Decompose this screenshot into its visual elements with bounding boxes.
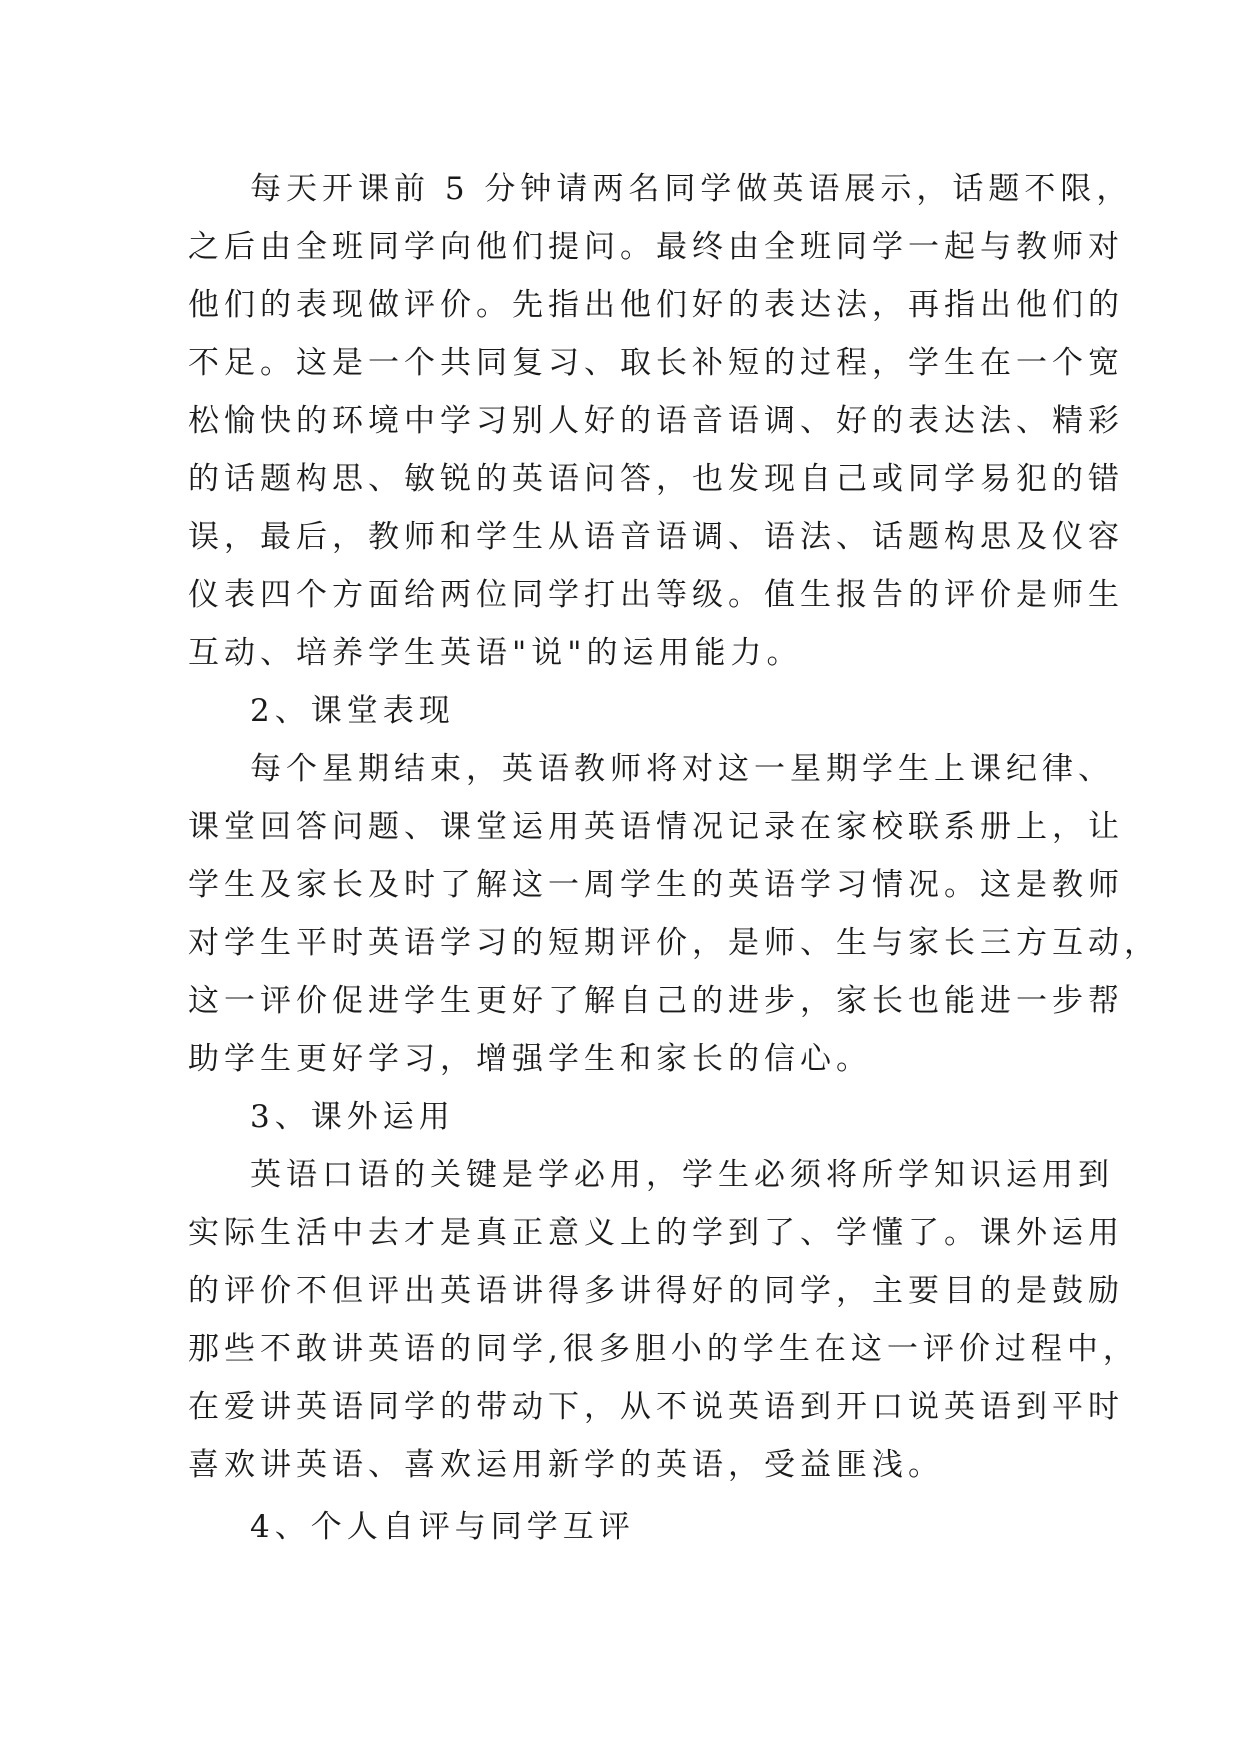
section-heading: 4、个人自评与同学互评: [250, 1509, 635, 1545]
paragraph-line: 对学生平时英语学习的短期评价，是师、生与家长三方互动，: [188, 925, 1160, 961]
paragraph-line: 松愉快的环境中学习别人好的语音语调、好的表达法、精彩: [188, 403, 1124, 439]
paragraph-line: 误，最后，教师和学生从语音语调、语法、话题构思及仪容: [188, 519, 1124, 555]
paragraph-line: 在爱讲英语同学的带动下，从不说英语到开口说英语到平时: [188, 1389, 1124, 1425]
section-heading: 3、课外运用: [250, 1099, 455, 1135]
paragraph-line: 不足。这是一个共同复习、取长补短的过程，学生在一个宽: [188, 345, 1124, 381]
paragraph-line: 学生及家长及时了解这一周学生的英语学习情况。这是教师: [188, 867, 1124, 903]
paragraph-line: 他们的表现做评价。先指出他们好的表达法，再指出他们的: [188, 287, 1124, 323]
paragraph-line: 课堂回答问题、课堂运用英语情况记录在家校联系册上，让: [188, 809, 1124, 845]
paragraph-line: 的话题构思、敏锐的英语问答，也发现自己或同学易犯的错: [188, 461, 1124, 497]
paragraph-line: 每天开课前 5 分钟请两名同学做英语展示，话题不限，: [250, 171, 1133, 207]
paragraph-line: 实际生活中去才是真正意义上的学到了、学懂了。课外运用: [188, 1215, 1124, 1251]
paragraph-line: 英语口语的关键是学必用，学生必须将所学知识运用到: [250, 1157, 1114, 1193]
paragraph-line: 之后由全班同学向他们提问。最终由全班同学一起与教师对: [188, 229, 1124, 265]
paragraph-line: 互动、培养学生英语"说"的运用能力。: [188, 635, 803, 671]
paragraph-line: 的评价不但评出英语讲得多讲得好的同学，主要目的是鼓励: [188, 1273, 1124, 1309]
paragraph-line: 助学生更好学习，增强学生和家长的信心。: [188, 1041, 872, 1077]
paragraph-line: 喜欢讲英语、喜欢运用新学的英语，受益匪浅。: [188, 1447, 944, 1483]
paragraph-line: 那些不敢讲英语的同学,很多胆小的学生在这一评价过程中，: [188, 1331, 1139, 1367]
paragraph-line: 仪表四个方面给两位同学打出等级。值生报告的评价是师生: [188, 577, 1124, 613]
paragraph-line: 这一评价促进学生更好了解自己的进步，家长也能进一步帮: [188, 983, 1124, 1019]
section-heading: 2、课堂表现: [250, 693, 455, 729]
document-body: [188, 160, 1160, 1560]
paragraph-line: 每个星期结束，英语教师将对这一星期学生上课纪律、: [250, 751, 1114, 787]
